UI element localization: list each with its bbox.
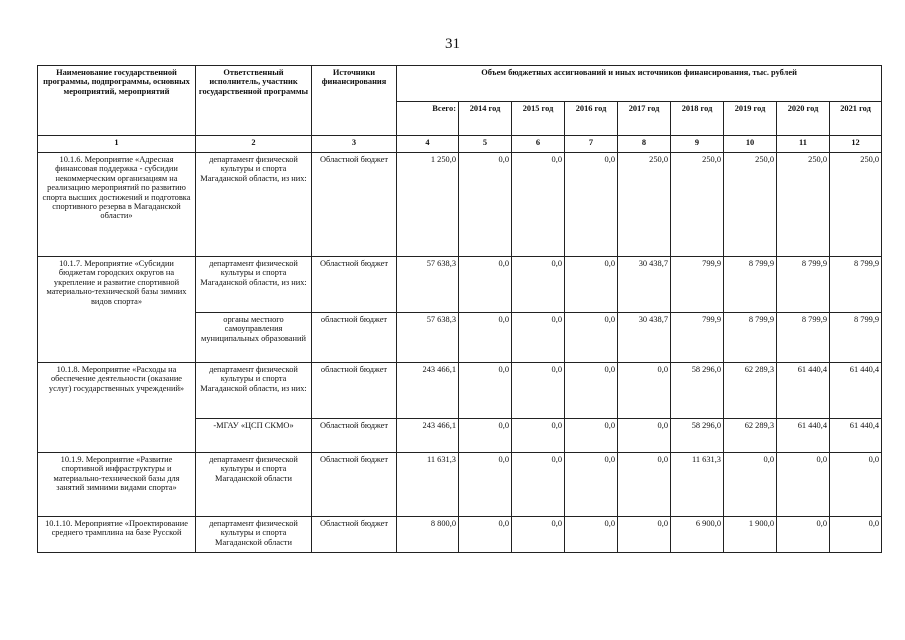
- total-cell: 57 638,3: [397, 313, 459, 363]
- year-value-cell: 0,0: [512, 517, 565, 553]
- table-row: [38, 517, 882, 553]
- source-cell: Областной бюджет: [312, 517, 397, 553]
- year-value-cell: 61 440,4: [830, 419, 882, 453]
- year-value-cell: 0,0: [830, 453, 882, 517]
- year-value-cell: 0,0: [618, 419, 671, 453]
- executor-cell: департамент физической культуры и спорта Магаданской области, из них:: [196, 153, 312, 257]
- total-cell: 8 800,0: [397, 517, 459, 553]
- executor-cell: департамент физической культуры и спорта Магаданской области: [196, 453, 312, 517]
- year-value-cell: 61 440,4: [777, 419, 830, 453]
- header-year: 2018 год: [671, 102, 724, 136]
- table-body: [38, 153, 882, 553]
- column-number: 7: [565, 136, 618, 153]
- header-source: Источники финансирования: [312, 66, 397, 136]
- header-year: 2020 год: [777, 102, 830, 136]
- column-number: 9: [671, 136, 724, 153]
- year-value-cell: 1 900,0: [724, 517, 777, 553]
- year-value-cell: 250,0: [777, 153, 830, 257]
- year-value-cell: 0,0: [512, 257, 565, 313]
- table-row: [38, 453, 882, 517]
- year-value-cell: 0,0: [512, 419, 565, 453]
- source-cell: областной бюджет: [312, 363, 397, 419]
- column-number: 1: [38, 136, 196, 153]
- year-value-cell: 62 289,3: [724, 419, 777, 453]
- year-value-cell: 250,0: [724, 153, 777, 257]
- total-cell: 243 466,1: [397, 363, 459, 419]
- total-cell: 11 631,3: [397, 453, 459, 517]
- year-value-cell: 0,0: [459, 313, 512, 363]
- column-number: 2: [196, 136, 312, 153]
- activity-name-cell: 10.1.7. Мероприятие «Субсидии бюджетам городских округов на укрепление и развитие спортивной материально-технической базы зимних видов спорта»: [38, 257, 196, 363]
- year-value-cell: 0,0: [618, 517, 671, 553]
- year-value-cell: 0,0: [724, 453, 777, 517]
- executor-cell: департамент физической культуры и спорта Магаданской области, из них:: [196, 363, 312, 419]
- year-value-cell: 0,0: [618, 363, 671, 419]
- activity-name-cell: 10.1.10. Мероприятие «Проектирование среднего трамплина на базе Русской: [38, 517, 196, 553]
- year-value-cell: 8 799,9: [830, 257, 882, 313]
- year-value-cell: 250,0: [830, 153, 882, 257]
- header-year: 2021 год: [830, 102, 882, 136]
- column-number: 10: [724, 136, 777, 153]
- source-cell: Областной бюджет: [312, 419, 397, 453]
- year-value-cell: 0,0: [777, 517, 830, 553]
- column-number-row: [38, 136, 882, 153]
- year-value-cell: 0,0: [565, 313, 618, 363]
- year-value-cell: 0,0: [830, 517, 882, 553]
- total-cell: 243 466,1: [397, 419, 459, 453]
- year-value-cell: 0,0: [459, 453, 512, 517]
- year-value-cell: 0,0: [512, 453, 565, 517]
- year-value-cell: 0,0: [512, 153, 565, 257]
- year-value-cell: 0,0: [565, 419, 618, 453]
- budget-table: [37, 65, 882, 553]
- header-year: 2016 год: [565, 102, 618, 136]
- executor-cell: -МГАУ «ЦСП СКМО»: [196, 419, 312, 453]
- source-cell: Областной бюджет: [312, 453, 397, 517]
- year-value-cell: 0,0: [565, 453, 618, 517]
- activity-name-cell: 10.1.9. Мероприятие «Развитие спортивной инфраструктуры и материально-технической базы для занятий зимними видами спорта»: [38, 453, 196, 517]
- column-number: 11: [777, 136, 830, 153]
- activity-name-cell: 10.1.8. Мероприятие «Расходы на обеспечение деятельности (оказание услуг) государственных учреждений»: [38, 363, 196, 453]
- year-value-cell: 30 438,7: [618, 313, 671, 363]
- year-value-cell: 0,0: [565, 153, 618, 257]
- year-value-cell: 799,9: [671, 313, 724, 363]
- source-cell: областной бюджет: [312, 313, 397, 363]
- total-cell: 57 638,3: [397, 257, 459, 313]
- year-value-cell: 6 900,0: [671, 517, 724, 553]
- source-cell: Областной бюджет: [312, 153, 397, 257]
- header-volume: Объем бюджетных ассигнований и иных источников финансирования, тыс. рублей: [397, 66, 882, 102]
- year-value-cell: 0,0: [512, 313, 565, 363]
- column-number: 3: [312, 136, 397, 153]
- header-total: Всего:: [397, 102, 459, 136]
- total-cell: 1 250,0: [397, 153, 459, 257]
- column-number: 6: [512, 136, 565, 153]
- year-value-cell: 0,0: [618, 453, 671, 517]
- year-value-cell: 11 631,3: [671, 453, 724, 517]
- column-number: 5: [459, 136, 512, 153]
- year-value-cell: 58 296,0: [671, 363, 724, 419]
- table-row: [38, 363, 882, 419]
- year-value-cell: 799,9: [671, 257, 724, 313]
- year-value-cell: 8 799,9: [777, 313, 830, 363]
- year-value-cell: 8 799,9: [724, 257, 777, 313]
- header-year: 2014 год: [459, 102, 512, 136]
- executor-cell: органы местного самоуправления муниципальных образований: [196, 313, 312, 363]
- year-value-cell: 0,0: [459, 517, 512, 553]
- source-cell: Областной бюджет: [312, 257, 397, 313]
- year-value-cell: 0,0: [512, 363, 565, 419]
- column-number: 8: [618, 136, 671, 153]
- year-value-cell: 61 440,4: [830, 363, 882, 419]
- header-executor: Ответственный исполнитель, участник государственной программы: [196, 66, 312, 136]
- year-value-cell: 30 438,7: [618, 257, 671, 313]
- year-value-cell: 250,0: [671, 153, 724, 257]
- year-value-cell: 58 296,0: [671, 419, 724, 453]
- year-value-cell: 61 440,4: [777, 363, 830, 419]
- page-number: 31: [445, 36, 460, 52]
- activity-name-cell: 10.1.6. Мероприятие «Адресная финансовая поддержка - субсидии некоммерческим организациям на реализацию мероприятий по развитию спорта высших достижений и подготовка спортивного резерва в Магаданской области»: [38, 153, 196, 257]
- year-value-cell: 0,0: [565, 363, 618, 419]
- executor-cell: департамент физической культуры и спорта Магаданской области, из них:: [196, 257, 312, 313]
- header-year: 2015 год: [512, 102, 565, 136]
- year-value-cell: 0,0: [459, 363, 512, 419]
- column-number: 4: [397, 136, 459, 153]
- header-year: 2019 год: [724, 102, 777, 136]
- executor-cell: департамент физической культуры и спорта Магаданской области: [196, 517, 312, 553]
- table-row: [38, 257, 882, 313]
- column-number: 12: [830, 136, 882, 153]
- year-value-cell: 0,0: [459, 419, 512, 453]
- header-year: 2017 год: [618, 102, 671, 136]
- year-value-cell: 8 799,9: [830, 313, 882, 363]
- year-value-cell: 0,0: [459, 257, 512, 313]
- table-row: [38, 153, 882, 257]
- year-value-cell: 250,0: [618, 153, 671, 257]
- year-value-cell: 0,0: [565, 517, 618, 553]
- year-value-cell: 8 799,9: [724, 313, 777, 363]
- year-value-cell: 8 799,9: [777, 257, 830, 313]
- year-value-cell: 0,0: [777, 453, 830, 517]
- header-name: Наименование государственной программы, подпрограммы, основных мероприятий, мероприятий: [38, 66, 196, 136]
- year-value-cell: 62 289,3: [724, 363, 777, 419]
- year-value-cell: 0,0: [459, 153, 512, 257]
- year-value-cell: 0,0: [565, 257, 618, 313]
